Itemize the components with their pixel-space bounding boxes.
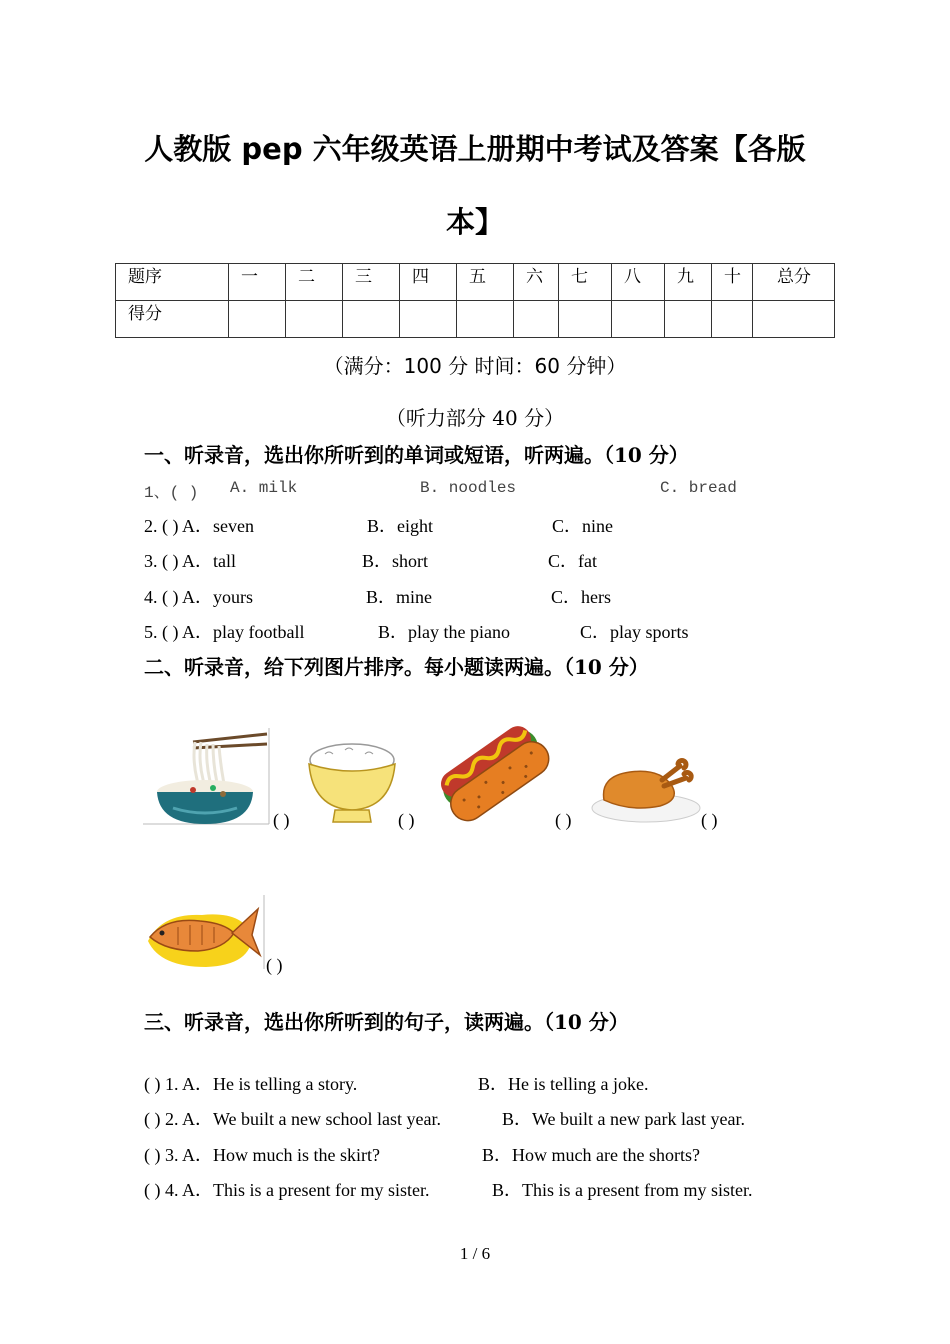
header-cell: 三 xyxy=(343,264,400,301)
full-marks-note: （满分：100 分 时间：60 分钟） xyxy=(323,354,627,378)
q2-option-b: B．eight xyxy=(367,516,433,536)
header-cell: 二 xyxy=(286,264,343,301)
page-number: 1 / 6 xyxy=(459,1244,491,1263)
s3-q3-option-b: B．How much are the shorts? xyxy=(482,1145,700,1165)
s3-q3-option-a: ( ) 3. A．How much is the skirt? xyxy=(144,1145,380,1165)
s3-q1-option-a: ( ) 1. A．He is telling a story. xyxy=(144,1074,358,1094)
q2-option-a: 2. ( ) A．seven xyxy=(144,516,254,536)
score-cell xyxy=(457,301,514,338)
q1-number: 1、( ) xyxy=(144,484,199,502)
q4-option-c: C．hers xyxy=(551,587,611,607)
q5-option-a: 5. ( ) A．play football xyxy=(144,622,305,642)
q4-option-b: B．mine xyxy=(366,587,432,607)
section-2-title: 二、听录音，给下列图片排序。每小题读两遍。（10 分） xyxy=(144,655,649,679)
s3-q4-option-b: B．This is a present from my sister. xyxy=(492,1180,753,1200)
score-cell xyxy=(400,301,457,338)
q3-option-b: B．short xyxy=(362,551,429,571)
score-cell xyxy=(229,301,286,338)
hot-dog-picture xyxy=(434,720,554,826)
score-cell xyxy=(514,301,559,338)
q2-option-c: C．nine xyxy=(552,516,613,536)
s3-q4-option-a: ( ) 4. A．This is a present for my sister. xyxy=(144,1180,430,1200)
rice-answer-blank: ( ) xyxy=(398,810,415,830)
score-cell xyxy=(665,301,712,338)
score-table-score-row xyxy=(116,301,835,338)
score-row-label: 得分 xyxy=(116,301,229,338)
header-cell: 六 xyxy=(514,264,559,301)
title-line-2: 本】 xyxy=(445,205,504,239)
chicken-answer-blank: ( ) xyxy=(701,810,718,830)
header-cell: 五 xyxy=(457,264,514,301)
section-3-title: 三、听录音，选出你所听到的句子，读两遍。（10 分） xyxy=(144,1010,629,1034)
hot-dog-answer-blank: ( ) xyxy=(555,810,572,830)
q3-option-a: 3. ( ) A．tall xyxy=(144,551,236,571)
q5-option-c: C．play sports xyxy=(580,622,689,642)
score-cell xyxy=(612,301,665,338)
score-cell xyxy=(559,301,612,338)
s3-q2-option-b: B．We built a new park last year. xyxy=(502,1109,745,1129)
header-cell: 十 xyxy=(712,264,753,301)
fish-picture xyxy=(142,895,266,971)
score-table-header-row xyxy=(116,264,835,301)
score-table xyxy=(115,263,835,338)
score-cell xyxy=(286,301,343,338)
fish-answer-blank: ( ) xyxy=(266,955,283,975)
header-cell: 一 xyxy=(229,264,286,301)
q5-option-b: B．play the piano xyxy=(378,622,510,642)
q1-option-b: B. noodles xyxy=(420,479,517,497)
header-cell: 八 xyxy=(612,264,665,301)
title-line-1: 人教版 pep 六年级英语上册期中考试及答案【各版 xyxy=(144,132,806,166)
header-cell: 九 xyxy=(665,264,712,301)
q4-option-a: 4. ( ) A．yours xyxy=(144,587,253,607)
chicken-picture xyxy=(590,756,705,826)
s3-q1-option-b: B．He is telling a joke. xyxy=(478,1074,649,1094)
header-cell: 七 xyxy=(559,264,612,301)
section-1-title: 一、听录音，选出你所听到的单词或短语，听两遍。（10 分） xyxy=(144,443,689,467)
noodles-picture xyxy=(143,728,271,826)
header-cell: 总分 xyxy=(753,264,835,301)
score-cell xyxy=(712,301,753,338)
q1-option-a: A. milk xyxy=(230,479,298,497)
rice-picture xyxy=(305,738,400,826)
score-cell xyxy=(753,301,835,338)
q3-option-c: C．fat xyxy=(548,551,597,571)
header-cell: 题序 xyxy=(116,264,229,301)
listening-part-label: （听力部分 40 分） xyxy=(385,406,565,430)
s3-q2-option-a: ( ) 2. A．We built a new school last year. xyxy=(144,1109,441,1129)
score-cell xyxy=(343,301,400,338)
q1-option-c: C. bread xyxy=(660,479,737,497)
noodles-answer-blank: ( ) xyxy=(273,810,290,830)
header-cell: 四 xyxy=(400,264,457,301)
